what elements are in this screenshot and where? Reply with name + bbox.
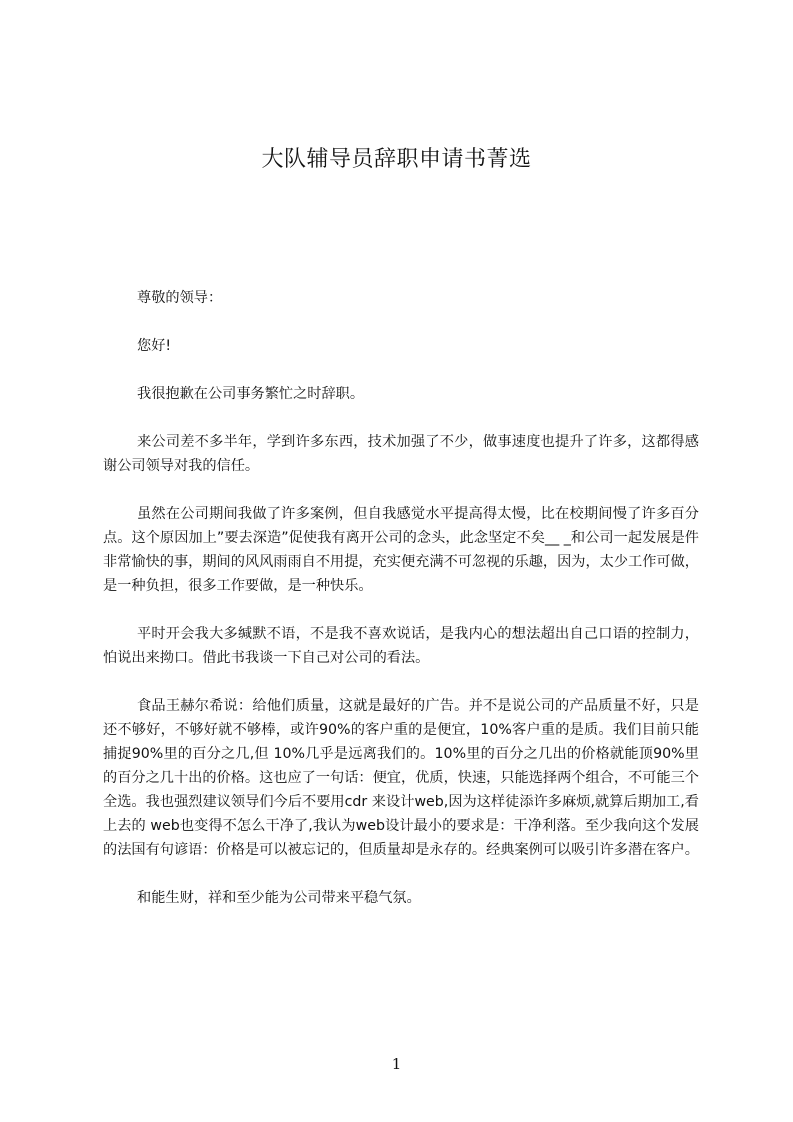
document-body (103, 286, 699, 934)
paragraph: 和能生财，祥和至少能为公司带来平稳气氛。 (137, 890, 421, 906)
paragraph: 食品王赫尔希说：给他们质量，这就是最好的广告。并不是说公司的产品质量不好，只是还不够好，不够好就不够棒，或许90%的客户重的是便宜，10%客户重的是质。我们目前只能捕捉90%里的百分之几,但 10%几乎是远离我们的。10%里的百分之几出的价格就能顶90%里的百分之几十出的价格。这也应了一句话：便宜，优质，快速，只能选择两个组合，不可能三个全选。我也强烈建议领导们今后不要用cdr 来设计web,因为这样徒添许多麻烦,就算后期加工,看上去的 web也变得不怎么干净了,我认为web设计最小的要求是：干净利落。至少我向这个发展的法国有句谚语：价格是可以被忘记的，但质量却是永存的。经典案例可以吸引许多潜在客户。 (103, 698, 699, 858)
greeting: 您好! (137, 338, 172, 354)
page-number: 1 (391, 1055, 402, 1073)
paragraph: 我很抱歉在公司事务繁忙之时辞职。 (137, 386, 365, 402)
document-title: 大队辅导员辞职申请书菁选 (261, 147, 532, 172)
paragraph: 来公司差不多半年，学到许多东西，技术加强了不少，做事速度也提升了许多，这都得感谢公司领导对我的信任。 (103, 434, 699, 474)
paragraph: 平时开会我大多缄默不语，不是我不喜欢说话，是我内心的想法超出自己口语的控制力，怕说出来拗口。借此书我谈一下自己对公司的看法。 (103, 626, 699, 666)
paragraph: 虽然在公司期间我做了许多案例，但自我感觉水平提高得太慢，比在校期间慢了许多百分点。这个原因加上”要去深造”促使我有离开公司的念头，此念坚定不矣__ _和公司一起发展是件非常愉快的事，期间的风风雨雨自不用提，充实便充满不可忽视的乐趣，因为，太少工作可做，是一种负担，很多工作要做，是一种快乐。 (103, 506, 699, 594)
salutation: 尊敬的领导： (137, 290, 223, 306)
